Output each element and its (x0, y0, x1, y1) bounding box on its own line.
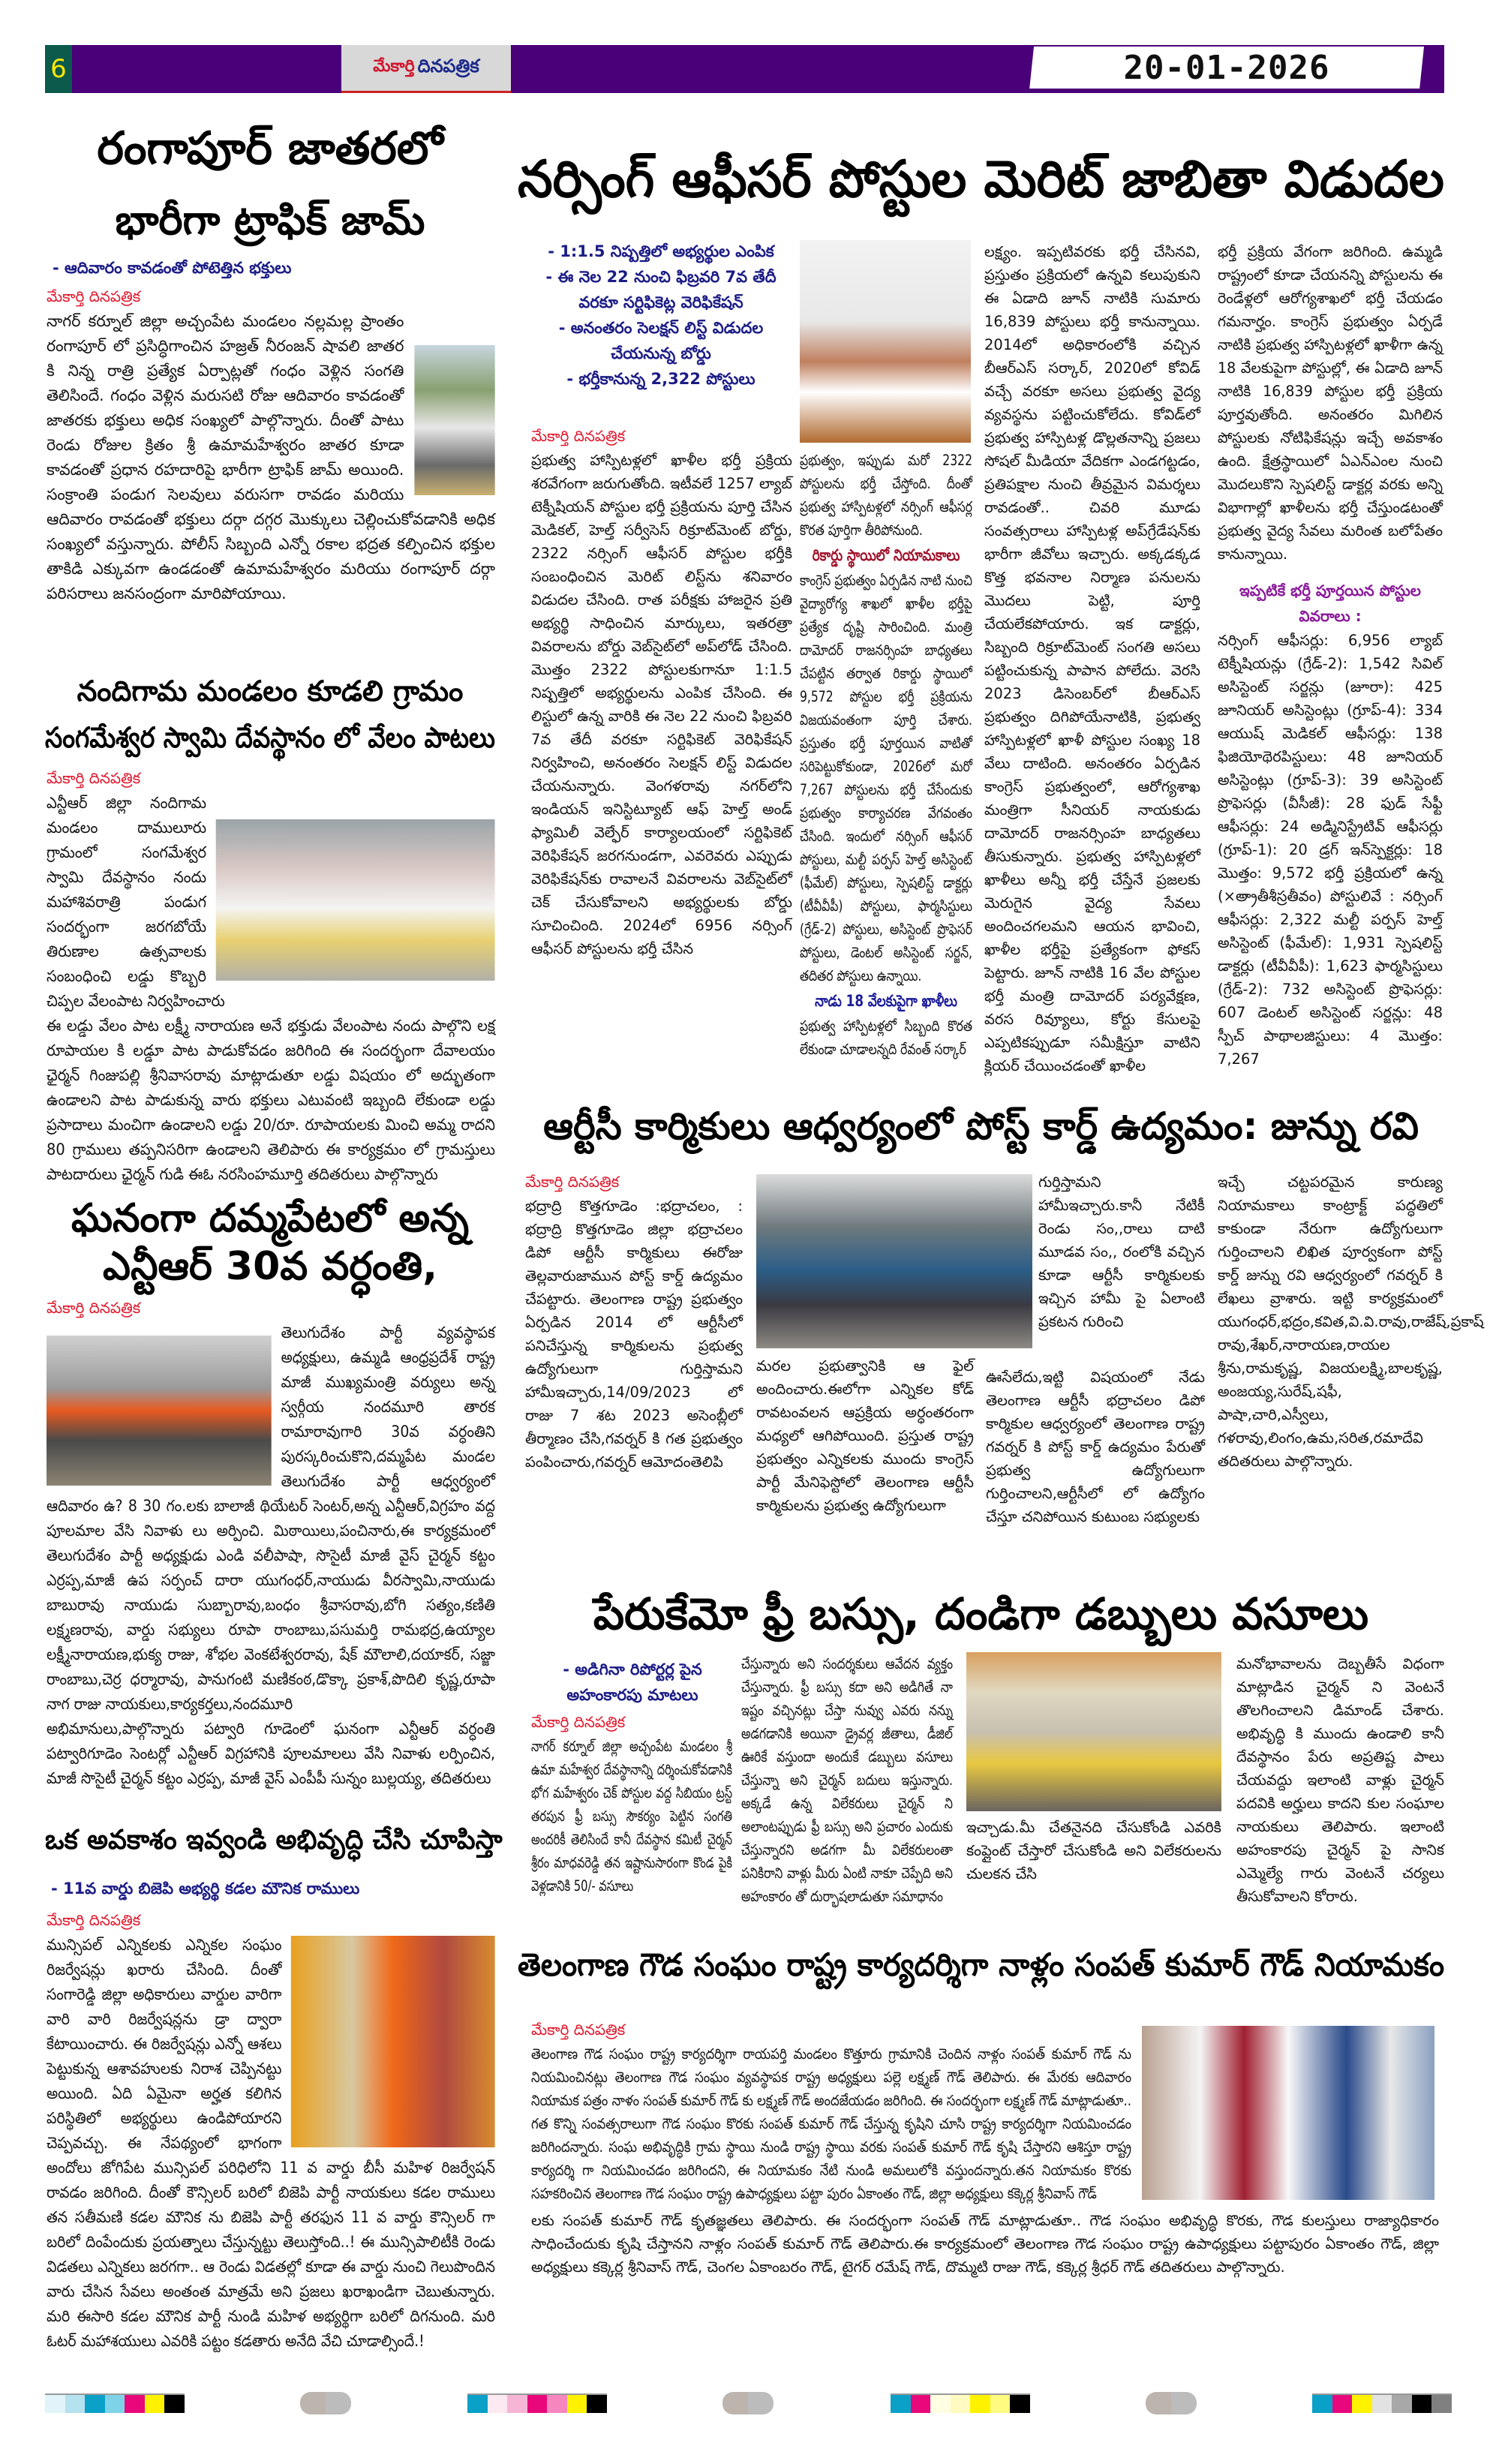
nursing-col4 (1218, 240, 1443, 575)
color-swatch (990, 2393, 1011, 2413)
color-swatch (587, 2393, 607, 2413)
article-text: మనోభావాలను దెబ్బతీసే విధంగా మాట్లాడిన చైర్మన్ ని వెంటనే తొలగించాలని డిమాండ్ చేశారు. అభివృద్ధి కి ముందు ఉండాలి కానీ దేవస్థానం పేరు అప్రతిష్ట పాలు చేయవద్దు ఇలాంటి వాళ్లు చైర్మన్ పదవికి అర్హులు కాదని కుల సంఘాల నాయకులు తెలిపారు. ఇలాంటి అహంకారపు చైర్మన్ పై సానిక ఎమ్మెల్యే గారు వెంటనే చర్యలు తీసుకోవాలని కోరారు. (1236, 1655, 1444, 1905)
headline-line (45, 1814, 503, 1867)
article-text: గుర్తిస్తామని హామీఇచ్చారు.కానీ నేటికీ రెండు సం,,రాలు దాటి మూడవ సం,, రంలోకి వచ్చిన కూడా ఆర్టీసీ కార్మికులకు ఇచ్చిన హామీ పై ఏలాంటి ప్రకటన గురించి (1038, 1173, 1205, 1330)
article-text: ఇచ్చాడు.మీ చేతనైనది చేసుకోండి ఎవరికి కంప్లైంట్ చేస్తారో చేసుకోండి అని విలేకరులను చులకన చేసి (966, 1819, 1221, 1883)
color-swatch (507, 2393, 527, 2413)
headline-text: ఒక అవకాశం ఇవ్వండి అభివృద్ధి చేసి చూపిస్తా (45, 1825, 503, 1856)
color-swatch (527, 2393, 548, 2413)
kicker-item: - భర్తీకానున్న 2,322 పోస్టులు (566, 370, 756, 388)
color-bar (467, 2393, 607, 2413)
headline-text: రంగాపూర్ జాతరలో (97, 122, 443, 175)
color-swatch (1392, 2393, 1412, 2413)
oka-avakasam-headline (45, 1814, 503, 1867)
nursing-col3 (984, 240, 1200, 1077)
subheading-vacancies: నాడు 18 వేలకుపైగా ఖాళీలు (815, 992, 957, 1010)
rtc-col4 (1218, 1170, 1484, 1573)
kicker-item: - 1:1.5 నిష్పత్తిలో అభ్యర్థుల ఎంపిక (548, 242, 774, 260)
headline-line (518, 1925, 1444, 2005)
article-text: నర్సింగ్ ఆఫీసర్లు: 6,956 ల్యాబ్ టెక్నీషియన్లు (గ్రేడ్-2): 1,542 సివిల్ అసిస్టెంట్ సర్జన్లు (జూరా): 425 జూనియర్ అసిస్టెంట్లు (గ్రూప్-4): 334 ఆయుష్ మెడికల్ ఆఫీసర్లు: 138 ఫిజియోథెరపిస్టులు: 48 జూనియర్ అసిస్టెంట్లు (గ్రూప్-3): 39 అసిస్టెంట్ ప్రొఫెసర్లు (వీసీజీ): 28 ఫుడ్ సేఫ్టీ ఆఫీసర్లు: 24 అడ్మినిస్ట్రేటివ్ ఆఫీసర్లు (గ్రూప్-1): 20 డ్రగ్ ఇన్‌స్పెక్టర్లు: 18 మొత్తం: 9,572 భర్తీ ప్రక్రియలో ఉన్న (×అ్రాతీశీస్రతీవం) పోస్టులివే : నర్సింగ్ ఆఫీసర్లు: 2,322 మల్టీ పర్పస్ హెల్త్ అసిస్టెంట్ (ఫీమేల్): 1,931 స్పెషలిస్ట్ డాక్టర్లు (టీవీవీపీ): 1,623 ఫార్మసిస్టులు (గ్రేడ్-2): 732 అసిస్టెంట్ ప్రొఫెసర్లు: 607 డెంటల్ అసిస్టెంట్ సర్జన్లు: 48 స్పీచ్ పాథాలజిస్టులు: 4 మొత్తం: 7,267 (1218, 632, 1443, 1068)
article-text: నాగర్ కర్నూల్ జిల్లా అచ్చంపేట మండలం శ్రీ ఉమా మహేశ్వర దేవస్థానాన్ని దర్శించుకోవడానికి భోగ మహేశ్వరం చెక్ పోస్టుల వద్ద సిబియం ట్రస్ట్ తరపున ఫ్రీ బస్సు సౌకర్యం పెట్టిన సంగతి అందరికీ తెలిసిందే కానీ దేవస్థాన కమిటీ చైర్మన్ శ్రీరం మాధవరెడ్డి తన ఇష్టానుసారంగా కొండ పైకి వెళ్లడానికి 50/- వసూలు (531, 1738, 732, 1895)
bus-headline (518, 1580, 1444, 1648)
nursing-col1 (531, 449, 792, 1077)
gouda-headline (518, 1925, 1444, 2005)
rangapur-headline (45, 113, 495, 257)
gouda-group-photo (1142, 2026, 1434, 2200)
color-swatch (547, 2393, 567, 2413)
color-swatch (164, 2393, 185, 2413)
registration-mark (722, 2392, 774, 2414)
nursing-col2 (800, 449, 972, 1077)
color-swatch (1352, 2393, 1372, 2413)
ntr-article-body (47, 1321, 495, 1808)
rtc-headline (518, 1094, 1444, 1158)
bus-col2 (741, 1652, 953, 1915)
article-text: అభిమానులు,పాల్గొన్నారు పట్వారి గూడెంలో ఘనంగా ఎన్టీఆర్ వర్ధంతి పట్వారిగూడెం సెంటర్లో ఎన్టీఆర్ విగ్రహానికి పూలమాలలు వేసి నివాళు లర్పించిన, మాజీ సొసైటీ చైర్మన్ కట్టం ఎర్రప్ప, మాజీ వైస్ ఎంపీపీ సున్నం బుల్లయ్య, తదితరులు (47, 1720, 495, 1787)
kicker-text: - అడిగినా రిపోర్టర్ల పైన (563, 1660, 702, 1678)
headline-text: ఘనంగా దమ్మపేటలో అన్న (71, 1196, 470, 1241)
temple-auction-photo (216, 819, 495, 981)
nursing-headline (518, 135, 1444, 225)
byline: మేకార్తి దినపత్రిక (531, 427, 626, 445)
kicker-text: - 11వ వార్డు బిజెపి అభ్యర్థి కడల మౌనిక రాములు (51, 1880, 360, 1898)
headline-line (518, 135, 1444, 225)
kicker-item: - ఈ నెల 22 నుంచి ఫిబ్రవరి 7వ తేదీ వరకూ సర్టిఫికెట్ల వెరిఫికేషన్ (545, 268, 777, 311)
article-text: ప్రభుత్వం, ఇప్పుడు మరో 2322 పోస్టులను భర్తీ చేస్తోంది. దీంతో ప్రభుత్వ హాస్పిటళ్లలో నర్సింగ్ ఆఫీసర్ల కొరత పూర్తిగా తీరిపోనుంది. (800, 452, 972, 539)
byline: మేకార్తి దినపత్రిక (531, 1713, 626, 1731)
headline-line (518, 1580, 1444, 1648)
page-number: 6 (45, 45, 72, 93)
gouda-body-a (531, 2042, 1131, 2206)
posts-list (1218, 629, 1443, 1071)
rtc-col3-bottom (986, 1366, 1205, 1573)
issue-date: 20-01-2026 (1123, 49, 1330, 87)
article-text: ఎన్టీఆర్ జిల్లా నందిగామ మండలం దాములూరు గ్రామంలో సంగమేశ్వర స్వామి దేవస్థానం నందు మహాశివరాత్రి పండుగ సందర్భంగా జరగబోయే తిరుణాల ఉత్సవాలకు సంబంధించి లడ్డు కొబ్బరి చిప్పల వేలంపాట నిర్వహించారు (47, 794, 225, 1010)
rangapur-kicker (53, 255, 495, 281)
rtc-col1 (525, 1194, 743, 1573)
article-text: భద్రాద్రి కొత్తగూడెం :భద్రాచలం, : భద్రాద్రి కొత్తగూడెం జిల్లా భద్రాచలం డిపో ఆర్టీసీ కార్మికులు ఈరోజు తెల్లవారుజామున పోస్ట్ కార్డ్ ఉద్యమం చేపట్టారు. తెలంగాణ రాష్ట్ర ప్రభుత్వం ఏర్పడిన 2014 లో ఆర్టీసీలో పనిచేస్తున్న కార్మికులను ప్రభుత్వ ఉద్యోగులుగా గుర్తిస్తామని హామీఇచ్చారు,14/09/2023 లో రాజు 7 శట 2023 అసెంబ్లీలో తీర్మాణం చేసి,గవర్నర్ కి గత ప్రభుత్వం పంపించారు,గవర్నర్ ఆమోదంతెలిపి (525, 1197, 743, 1471)
color-bar (45, 2393, 185, 2413)
byline: మేకార్తి దినపత్రిక (47, 1911, 141, 1929)
registration-mark (300, 2392, 351, 2414)
ntr-tribute-photo (47, 1336, 272, 1486)
article-text: చేస్తున్నారు అని సందర్శకులు ఆవేదన వ్యక్తం చేస్తున్నారు. ఫ్రీ బస్సు కదా అని అడిగితే నా ఇష్టం వచ్చినట్లు చేస్తా నువ్వు ఎవరు నన్ను అడగడానికి అయినా డ్రైవర్ల జీతాలు, డీజిల్ ఊరికే వస్తుందా అందుకే డబ్బులు వసూలు చేస్తున్నా అని చైర్మన్ బదులు ఇస్తున్నారు. అక్కడే ఉన్న విలేకరులు చైర్మన్ ని అలాంటప్పుడు ఫ్రీ బస్సు అని ప్రచారం ఎందుకు చేస్తున్నారని అడగగా మీ విలేకరులంతా పనికిరాని వాళ్లు మీరు ఏంటి నాకూ చెప్పేది అని అహంకారం తో దుర్భాషలాడుతూ సమాధానం (741, 1655, 953, 1905)
bus-col4 (1236, 1652, 1444, 1915)
bus-col1 (531, 1735, 732, 1915)
byline: మేకార్తి దినపత్రిక (47, 287, 141, 305)
bus-kicker (531, 1657, 734, 1708)
color-swatch (567, 2393, 587, 2413)
nursing-kickers (530, 239, 792, 423)
color-swatch (145, 2393, 165, 2413)
registration-mark (1146, 2392, 1197, 2414)
color-swatch (1372, 2393, 1392, 2413)
color-swatch (105, 2393, 125, 2413)
color-swatch (1332, 2393, 1353, 2413)
color-swatch (1412, 2393, 1432, 2413)
kicker-item: - అనంతరం సెలక్షన్ లిస్ట్ విడుదల చేయనున్న బోర్డు (558, 319, 764, 362)
headline-text: నర్సింగ్ ఆఫీసర్ పోస్టుల మెరిట్ జాబితా విడుదల (518, 150, 1444, 209)
kicker-line (531, 1657, 734, 1682)
rangapur-article-body (47, 309, 495, 609)
article-text: మున్సిపల్ ఎన్నికలకు ఎన్నికల సంఘం రిజర్వేషన్లు ఖరారు చేసింది. దీంతో సంగారెడ్డి జిల్లా అధికారులు వార్డుల వారిగా వారి వారి రిజర్వేషన్లను డ్రా ద్వారా కేటాయించారు. ఈ రిజర్వేషన్లు ఎన్నో ఆశలు పెట్టుకున్న ఆశావహులకు నిరాశ చెప్పినట్టు అయింది. ఏది ఏమైనా అర్హత కలిగిన పరిస్థితిలో అభ్యర్థులు ఉండిపోయారని చెప్పవచ్చు. ఈ నేపథ్యంలో భాగంగా అందోలు జోగిపేట మున్సిపల్ పరిధిలోని 11 వ వార్డు బీసీ మహిళ రిజర్వేషన్ రావడం జరిగింది. దీంతో కౌన్సిలర్ బరిలో బిజెపి పార్టీ నాయకులు కడల రాములు తన సతీమణి కడల మౌనిక ను బిజెపి పార్టీ తరఫున 11 వ వార్డు కౌన్సిలర్ గా బరిలో దింపేందుకు ప్రయత్నాలు చేస్తున్నట్టు తెలుస్తోంది..! ఈ మున్సిపాలిటీకి రెండు విడతలు ఎన్నికలు జరగగా.. ఆ రెండు విడతల్లో కూడా ఈ వార్డు నుంచి గెలుపొందిన వారు చేసిన సేవలు అంతంత మాత్రమే అని ప్రజలు ఖరాఖండిగా చెబుతున్నారు. మరి ఈసారి కడల మౌనిక పార్టీ నుండి మహిళ అభ్యర్థిగా బరిలో దిగనుంది. మరి ఓటర్ మహాశయులు ఎవరికి పట్టం కడతారు అనేది వేచి చూడాల్సిందే.! (47, 1936, 495, 2350)
temple-photo (966, 1652, 1221, 1811)
byline: మేకార్తి దినపత్రిక (47, 1299, 141, 1317)
box-title: వివరాలు : (1299, 607, 1362, 625)
article-text: ఈ లడ్డు వేలం పాట లక్ష్మీ నారాయణ అనే భక్తుడు వేలంపాట నందు పాల్గొని లక్ష రూపాయల కి లడ్డూ పాట పాడుకోవడం జరిగింది ఈ సందర్భంగా దేవాలయం ఛైర్మన్ గింజుపల్లి శ్రీనివాసరావు మాట్లాడుతూ లడ్డు విషయం లో అద్భుతంగా ఉండాలని పాట పాడుకున్న వారు భక్తులు ఎటువంటి ఇబ్బంది లేకుండా లడ్డు ప్రసాదాలు మంచిగా ఉండాలని లడ్డు 20/రూ. రూపాయలకు మించి అమ్మ రాదని 80 గ్రాములు తప్పనిసరిగా ఉండాలని తెలిపారు ఈ కార్యక్రమం లో గ్రామస్తులు పాటదారులు ఛైర్మన్ గుడి ఈఓ నరసింహమూర్తి తదితరులు పాల్గొన్నారు (47, 1017, 495, 1183)
nandigama-article-body (47, 791, 495, 1188)
color-swatch (45, 2393, 65, 2413)
color-swatch (125, 2393, 145, 2413)
color-swatch (1431, 2393, 1452, 2413)
color-swatch (970, 2393, 990, 2413)
color-bar (891, 2393, 1030, 2413)
color-swatch (911, 2393, 931, 2413)
byline: మేకార్తి దినపత్రిక (525, 1173, 620, 1191)
kicker-line (531, 1682, 734, 1708)
nandigama-headline (45, 668, 495, 761)
kicker-text: - ఆదివారం కావడంతో పోటెత్తిన భక్తులు (53, 259, 292, 277)
byline: మేకార్తి దినపత్రిక (47, 769, 141, 787)
rtc-depot-photo (756, 1174, 1032, 1348)
subheading-record-appointments: రికార్డు స్థాయిలో నియామకాలు (812, 546, 960, 564)
oka-kicker (51, 1876, 494, 1901)
color-swatch (488, 2393, 508, 2413)
gouda-body-b (531, 2209, 1439, 2374)
newspaper-logo (341, 45, 511, 93)
ntr-headline (45, 1194, 495, 1291)
color-swatch (467, 2393, 488, 2413)
kicker-text: అహంకారపు మాటలు (566, 1686, 698, 1704)
minister-photo (800, 240, 971, 443)
candidate-photo (291, 1936, 495, 2147)
article-text: తెలంగాణ గౌడ సంఘం రాష్ట్ర కార్యదర్శిగా రాయపర్తి మండలం కొత్తూరు గ్రామానికి చెందిన నాళ్లం సంపత్ కుమార్ గౌడ్ ను నియమించినట్లు తెలంగాణ గౌడ సంఘం వ్యవస్థాపక రాష్ట్ర అధ్యక్షులు పల్లె లక్ష్మణ్ గౌడ్ తెలిపారు. ఈ మేరకు ఆదివారం నియామక పత్రం నాళం సంపత్ కుమార్ గౌడ్ కు లక్ష్మణ్ గౌడ్ అందజేయడం జరిగింది. ఈ సందర్భంగా లక్ష్మణ్ గౌడ్ మాట్లాడుతూ.. గత కొన్ని సంవత్సరాలుగా గౌడ సంఘం కొరకు సంపత్ కుమార్ గౌడ్ చేస్తున్న కృషిని చూసి రాష్ట్ర కార్యదర్శిగా నియమించడం జరిగిందన్నారు. సంఘ అభివృద్ధికి గ్రామ స్థాయి నుండి రాష్ట్ర స్థాయి వరకు సంపత్ కుమార్ గౌడ్ కృషి చేస్తారని ఆశిస్తూ రాష్ట్ర కార్యదర్శి గా నియమించడం జరిగిందని, ఈ నియామకం నేటి నుండి అమలులోకి వస్తుందన్నారు.తన నియామకం కొరకు సహకరించిన తెలంగాణ గౌడ సంఘం రాష్ట్ర ఉపాధ్యక్షులు పట్టా పురం ఏకాంతం గౌడ్, జిల్లా అధ్యక్షులు కక్కెర్ల శ్రీనివాస్ గౌడ్ (531, 2045, 1131, 2202)
headline-text: పేరుకేమో ఫ్రీ బస్సు, దండిగా డబ్బులు వసూలు (593, 1588, 1369, 1639)
headline-line (45, 113, 495, 185)
article-text: భర్తీ ప్రక్రియ వేగంగా జరిగింది. ఉమ్మడి రాష్ట్రంలో కూడా చేయనన్ని పోస్టులను ఈ రెండేళ్లలో ఆరోగ్యశాఖలో భర్తీ చేయడం గమనార్హం. కాంగ్రెస్ ప్రభుత్వం ఏర్పడే నాటికి ప్రభుత్వ హాస్పిటళ్లలో ఖాళీగా ఉన్న 18 వేలకుపైగా పోస్టుల్లో, ఈ ఏడాది జూన్ నాటికి 16,839 పోస్టుల భర్తీ ప్రక్రియ పూర్తవుతోంది. అనంతరం మిగిలిన పోస్టులకు నోటిఫికేషన్లు ఇచ్చే అవకాశం ఉంది. క్షేత్రస్థాయిలో ఏఎన్ఎంల నుంచి మొదలుకొని స్పెషలిస్ట్ డాక్టర్ల వరకు అన్ని విభాగాల్లో ఖాళీలను భర్తీ చేస్తుండటంతో ప్రభుత్వ వైద్య సేవలు మరింత బలోపేతం కానున్నాయి. (1218, 243, 1443, 563)
headline-line (45, 1243, 495, 1291)
article-text: మరల ప్రభుత్వానికి ఆ ఫైల్ అందించారు.ఈలోగా ఎన్నికల కోడ్ రావటంవలన ఆప్రక్రియ అర్ధంతరంగా మధ్యలో ఆగిపోయింది. ప్రస్తుత రాష్ట్ర ప్రభుత్వం ఎన్నికలకు ముందు కాంగ్రెస్ పార్టీ మేనిఫెస్టోలో తెలంగాణ ఆర్టీసీ కార్మికులను ప్రభుత్వ ఉద్యోగులుగా (756, 1357, 974, 1514)
color-swatch (930, 2393, 951, 2413)
color-swatch (65, 2393, 86, 2413)
color-swatch (85, 2393, 105, 2413)
color-swatch (951, 2393, 971, 2413)
article-text: నాగర్ కర్నూల్ జిల్లా అచ్చంపేట మండలం నల్లమల్ల ప్రాంతం రంగాపూర్ లో ప్రసిద్ధిగాంచిన హజ్రత్ నీరంజన్ షావలి జాతర కి నిన్న రాత్రి ప్రత్యేక ఏర్పాట్లతో గంధం వెళ్లిన సంగతి తెలిసిందే. గంధం వెళ్లిన మరుసటి రోజు ఆదివారం కావడంతో జాతరకు భక్తులు అధిక సంఖ్యలో పాల్గొన్నారు. దీంతో పాటు రెండు రోజుల క్రితం శ్రీ ఉమామహేశ్వరం జాతర కూడా కావడంతో ప్రధాన రహదారిపై భారీగా ట్రాఫిక్ జామ్ అయింది. సంక్రాంతి పండుగ సెలవులు వరుసగా రావడం మరియు ఆదివారం రావడంతో భక్తులు దర్గా దగ్గర మొక్కులు చెల్లించుకోవడానికి అధిక సంఖ్యలో వస్తున్నారు. పోలీస్ సిబ్బంది ఎన్నో రకాల భద్రత కల్పించిన భక్తుల తాకిడి ఎక్కువగా ఉండడంతో ఉమామహేశ్వరం మరియు రంగాపూర్ దర్గా పరిసరాలు జనసంద్రంగా మారిపోయాయి. (47, 312, 495, 602)
headline-text: సంగమేశ్వర స్వామి దేవస్థానం లో వేలం పాటలు (45, 721, 495, 754)
article-text: ప్రభుత్వ హాస్పిటళ్లలో ఖాళీల భర్తీ ప్రక్రియ శరవేగంగా జరుగుతోంది. ఇటీవలే 1257 ల్యాబ్ టెక్నీషియన్ పోస్టుల భర్తీ ప్రక్రియను పూర్తి చేసిన మెడికల్, హెల్త్ సర్వీసెస్ రిక్రూట్‌మెంట్ బోర్డు, 2322 నర్సింగ్ ఆఫీసర్ పోస్టుల భర్తీకి సంబంధించిన మెరిట్ లిస్ట్‌ను శనివారం విడుదల చేసింది. రాత పరీక్షకు హాజరైన ప్రతి అభ్యర్థి సాధించిన మార్కులు, ఇతరత్రా వివరాలను బోర్డు వెబ్‌సైట్‌లో అప్‌లోడ్ చేసింది. మొత్తం 2322 పోస్టులకుగానూ 1:1.5 నిష్పత్తిలో అభ్యర్థులను ఎంపిక చేసింది. ఈ లిస్టులో ఉన్న వారికి ఈ నెల 22 నుంచి ఫిబ్రవరి 7వ తేదీ వరకూ సర్టిఫికెట్ వెరిఫికేషన్ నిర్వహించి, అనంతరం సెలక్షన్ లిస్ట్ విడుదల చేయనున్నారు. వెంగళరావు నగర్‌లోని ఇండియన్ ఇనిస్టిట్యూట్ ఆఫ్ హెల్త్ అండ్ ఫ్యామిలీ వెల్ఫేర్ కార్యాలయంలో సర్టిఫికెట్ వెరిఫికేషన్ జరగనుండగా, ఎవరెవరు ఎప్పుడు వెరిఫికేషన్‌కు రావాలనే వివరాలను వెబ్‌సైట్‌లో చెక్ చేసుకోవాలని అభ్యర్థులకు బోర్డు సూచించింది. 2024లో 6956 నర్సింగ్ ఆఫీసర్ పోస్టులను భర్తీ చేసిన (531, 452, 792, 957)
color-swatch (1010, 2393, 1030, 2413)
headline-text: నందిగామ మండలం కూడలి గ్రామం (77, 675, 464, 708)
article-text: లకు సంపత్ కుమార్ గౌడ్ కృతజ్ఞతలు తెలిపారు. ఈ సందర్భంగా సంపత్ గౌడ్ మాట్లాడుతూ.. గౌడ సంఘం అభివృద్ధి కొరకు, గౌడ కులస్తులు రాజ్యాధికారం సాధించేందుకు కృషి చేస్తానని నాళ్లం సంపత్ కుమార్ గౌడ్ తెలిపారు.ఈ కార్యక్రమంలో తెలంగాణ గౌడ సంఘం రాష్ట్ర ఉపాధ్యక్షులు పట్టాపురం ఏకాంతం గౌడ్, జిల్లా అధ్యక్షులు కక్కెర్ల శ్రీనివాస్ గౌడ్, చెంగల ఏకాంబరం గౌడ్, టైగర్ రమేష్ గౌడ్, దొమ్మటి రాజు గౌడ్, కక్కెర్ల శ్రీధర్ గౌడ్ తదితరులు పాల్గొన్నారు. (531, 2212, 1439, 2276)
article-text: లక్ష్యం. ఇప్పటివరకు భర్తీ చేసినవి, ప్రస్తుతం ప్రక్రియలో ఉన్నవి కలుపుకుని ఈ ఏడాది జూన్ నాటికి సుమారు 16,839 పోస్టులు భర్తీ కానున్నాయి. 2014లో అధికారంలోకి వచ్చిన బీఆర్ఎస్ సర్కార్, 2020లో కోవిడ్ వచ్చే వరకూ అసలు ప్రభుత్వ వైద్య వ్యవస్థను పట్టించుకోలేదు. కోవిడ్‌లో ప్రభుత్వ హాస్పిటళ్ల డొల్లతనాన్ని ప్రజలు సోషల్ మీడియా వేదికగా ఎండగట్టడం, ప్రతిపక్షాల నుంచి తీవ్రమైన విమర్శలు రావడంతో.. చివరి మూడు సంవత్సరాలు హాస్పిటళ్ల అప్‌గ్రేడేషన్‌కు భారీగా జీవోలు ఇచ్చారు. అక్కడక్కడ కొత్త భవనాల నిర్మాణ పనులను మొదలు పెట్టి, పూర్తి చేయలేకపోయారు. ఇక డాక్టర్లు, సిబ్బంది రిక్రూట్‌మెంట్ సంగతి అసలు పట్టించుకున్న పాపాన పోలేదు. వెరసి 2023 డిసెంబర్‌లో బీఆర్ఎస్ ప్రభుత్వం దిగిపోయేనాటికి, ప్రభుత్వ హాస్పిటళ్లలో ఖాళీ పోస్టుల సంఖ్య 18 వేలు దాటింది. అనంతరం ఏర్పడిన కాంగ్రెస్ ప్రభుత్వంలో, ఆరోగ్యశాఖ మంత్రిగా సీనియర్ నాయకుడు దామోదర్ రాజనర్సింహ బాధ్యతలు తీసుకున్నారు. ప్రభుత్వ హాస్పిటళ్లలో ఖాళీలు అన్నీ భర్తీ చేస్తేనే ప్రజలకు మెరుగైన వైద్య సేవలు అందించగలమని ఆయన భావించి, ఖాళీల భర్తీపై ప్రత్యేకంగా ఫోకస్ పెట్టారు. జూన్ నాటికి 16 వేల పోస్టుల భర్తీ మంత్రి దామోదర్ పర్యవేక్షణ, వరస రివ్యూలు, కోర్టు కేసులపై ఎప్పటికప్పుడూ సమీక్షిస్తూ వాటిని క్లియర్ చేయించడంతో ఖాళీల (984, 243, 1200, 1074)
headline-line (518, 1094, 1444, 1158)
article-text: తెలుగుదేశం పార్టీ వ్యవస్థాపక అధ్యక్షులు, ఉమ్మడి ఆంధ్రప్రదేశ్ రాష్ట్ర మాజీ ముఖ్యమంత్రి వర్యులు అన్న స్వర్గీయ నందమూరి తారక రామారావుగారి 30వ వర్ధంతిని పురస్కరించుకొని,దమ్మపేట మండల తెలుగుదేశం పార్టీ ఆధ్వర్యంలో ఆదివారం ఉ? 8 30 గం.లకు బాలాజీ థియేటర్ సెంటర్,అన్న ఎన్టీఆర్,విగ్రహం వద్ద పూలమాల వేసి నివాళు లు అర్పించి. మిఠాయిలు,పంచినారు,ఈ కార్యక్రమంలో తెలుగుదేశం పార్టీ అధ్యక్షుడు ఎండి వలీపాషా, సొసైటీ మాజీ వైస్ చైర్మన్ కట్టం ఎర్రప్ప,మాజీ ఉప సర్పంచ్ దారా యుగంధర్,నాయుడు వీరస్వామి,నాయుడు బాబురావు నాయుడు సుబ్బారావు,బంధం శ్రీవాసరావు,బోగి సత్యం,కణితి లక్ష్మణరావు, వార్డు సభ్యులు రూపా రాంబాబు,పసుమర్తి రామభద్ర,ఉయ్యాల లక్ష్మీనారాయణ,భుక్య రాజు, శోభల వెంకటేశ్వరరావు, షేక్ మౌలాలి,దయాకర్, సజ్జా రాంబాబు,చెర్ర ధర్మారావు, పానుగంటి మణికంఠ,డొక్కా ప్రకాశ్,పొదిలి కృష్ణ,రూపా నాగ రాజు నాయకులు,కార్యకర్తలు,నందమూరి (47, 1324, 495, 1713)
headline-line (45, 1194, 495, 1243)
headline-line (45, 185, 495, 257)
headline-text: ఆర్టీసీ కార్మికులు ఆధ్వర్యంలో పోస్ట్ కార్డ్ ఉద్యమం: జున్ను రవి (543, 1104, 1419, 1148)
headline-text: భారీగా ట్రాఫిక్ జామ్ (115, 197, 425, 244)
oka-article-body (47, 1933, 495, 2375)
headline-line (45, 668, 495, 714)
box-title: ఇప్పటికే భర్తీ పూర్తయిన పోస్టుల (1239, 581, 1421, 599)
rtc-col2 (756, 1354, 974, 1573)
headline-text: తెలంగాణ గౌడ సంఘం రాష్ట్ర కార్యదర్శిగా నాళ్లం సంపత్ కుమార్ గౌడ్ నియామకం (518, 1946, 1445, 1983)
logo-part2: దినపత్రిక (417, 55, 479, 77)
color-swatch (891, 2393, 911, 2413)
headline-text: ఎన్టీఆర్ 30వ వర్ధంతి, (103, 1244, 437, 1289)
color-bar (1312, 2393, 1452, 2413)
headline-line (45, 714, 495, 761)
rtc-col3-top (1038, 1170, 1205, 1363)
article-text: కాంగ్రెస్ ప్రభుత్వం ఏర్పడిన నాటి నుంచి వైద్యారోగ్య శాఖలో ఖాళీల భర్తీపై ప్రత్యేక దృష్టి సారించింది. మంత్రి దామోదర్ రాజనర్సింహ బాధ్యతలు చేపట్టిన తర్వాత రికార్డు స్థాయిలో 9,572 పోస్టుల భర్తీ ప్రక్రియను విజయవంతంగా పూర్తి చేశారు. ప్రస్తుతం భర్తీ పూర్తయిన వాటితో సరిపెట్టుకోకుండా, 2026లో మరో 7,267 పోస్టులను భర్తీ చేసేందుకు ప్రభుత్వం కార్యాచరణ వేగవంతం చేసింది. ఇందులో నర్సింగ్ ఆఫీసర్ పోస్టులు, మల్టీ పర్పస్ హెల్త్ అసిస్టెంట్ (ఫీమేల్) పోస్టులు, స్పెషలిస్ట్ డాక్టర్లు (టీవీవీపీ) పోస్టులు, ఫార్మసిస్టులు (గ్రేడ్-2) పోస్టులు, అసిస్టెంట్ ప్రొఫెసర్ పోస్టులు, డెంటల్ అసిస్టెంట్ సర్జన్, తదితర పోస్టులు ఉన్నాయి. (800, 572, 972, 984)
article-text: ఇచ్చే చట్టపరమైన కారుణ్య నియామకాలు కాంట్రాక్ట్ పద్ధతిలో కాకుండా నేరుగా ఉద్యోగులుగా గుర్తించాలని లిఖిత పూర్వకంగా పోస్ట్ కార్డ్ జున్ను రవి ఆధ్వర్యంలో గవర్నర్ కి లేఖలు వ్రాశారు. ఇట్టి కార్యక్రమంలో యుగంధర్,భద్రం,కవిత,వి.వి.రావు,రాజేష్,ప్రకాష్ రావు,శేఖర్,నారాయణ,రాయల శ్రీను,రామకృష్ణ, విజయలక్ష్మి,బాలకృష్ణ, అంజయ్య,సురేష్,షఫీ, పాషా,చారి,ఎస్వీలు, గళరావు,లింగం,ఉమ,సరిత,రమాదేవి తదితరులు పాల్గొన్నారు. (1218, 1173, 1484, 1470)
color-swatch (1312, 2393, 1332, 2413)
byline: మేకార్తి దినపత్రిక (531, 2021, 626, 2039)
traffic-jam-photo (414, 345, 495, 495)
filled-posts-box (1218, 578, 1443, 1077)
article-text: ప్రభుత్వ హాస్పిటళ్లలో సిబ్బంది కొరత లేకుండా చూడాలన్నది రేవంత్ సర్కార్ (800, 1017, 972, 1058)
logo-part1: మేకార్తి (373, 56, 415, 76)
bus-col3 (966, 1816, 1221, 1915)
article-text: ఊసేలేదు,ఇట్టి విషయంలో నేడు తెలంగాణ ఆర్టీసీ భద్రాచలం డిపో కార్మికుల ఆధ్వర్యంలో తెలంగాణ రాష్ట్ర గవర్నర్ కి పోస్ట్ కార్డ్ ఉద్యమం పేరుతో ప్రభుత్వ ఉద్యోగులుగా గుర్తించాలని,ఆర్టీసీలో లో ఉద్యోగం చేస్తూ చనిపోయిన కుటుంబ సభ్యులకు (986, 1369, 1205, 1525)
